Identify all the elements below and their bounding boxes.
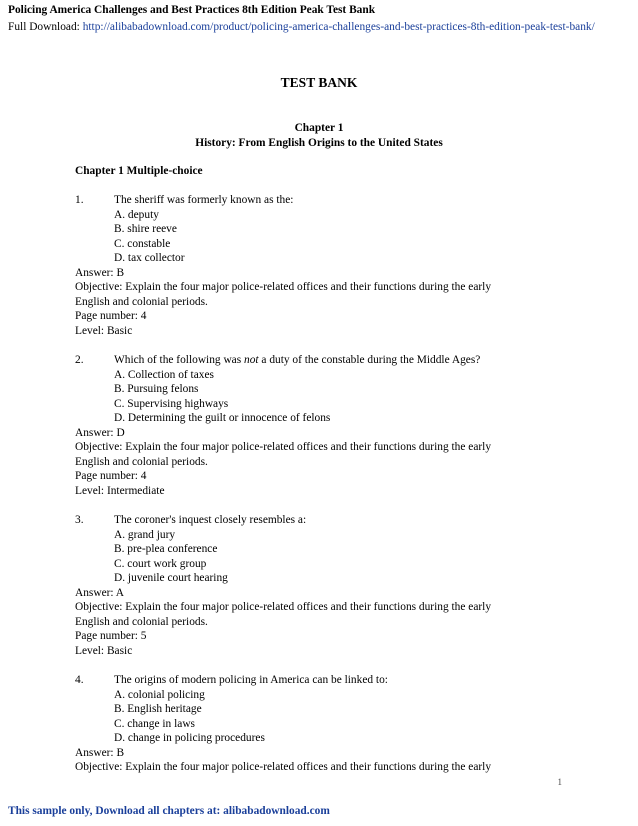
answer: Answer: B: [75, 266, 125, 279]
question-stem-line: [75, 673, 555, 688]
objective-line-1: Objective: Explain the four major police-related offices and their functions during the early: [75, 601, 492, 613]
question-stem: Which of the following was not a duty of the constable during the Middle Ages?: [114, 354, 481, 366]
option-b: B. pre-plea conference: [114, 543, 218, 555]
objective-line-2: English and colonial periods.: [75, 615, 208, 628]
objective-line-1: Objective: Explain the four major police-related offices and their functions during the early: [75, 441, 492, 453]
question-number: 3.: [75, 514, 84, 526]
option-a: A. Collection of taxes: [114, 368, 214, 381]
emphasis-not: not: [244, 354, 259, 366]
difficulty-level: Level: Basic: [75, 644, 133, 657]
option-a: A. deputy: [114, 208, 159, 221]
option-d: D. tax collector: [114, 252, 185, 264]
objective-line-1: Objective: Explain the four major police-related offices and their functions during the early: [75, 281, 492, 293]
page-reference: Page number: 4: [75, 310, 147, 322]
objective-line-2: English and colonial periods.: [75, 455, 208, 468]
difficulty-level: Level: Intermediate: [75, 484, 165, 497]
answer: Answer: A: [75, 586, 125, 599]
answer: Answer: B: [75, 746, 125, 759]
page-reference: Page number: 4: [75, 470, 147, 482]
option-c: C. court work group: [114, 557, 207, 570]
question-4: [75, 673, 555, 775]
question-stem-line: [75, 513, 555, 528]
option-b: B. Pursuing felons: [114, 383, 199, 395]
question-number: 2.: [75, 354, 84, 366]
question-number: 1.: [75, 194, 84, 206]
option-c: C. Supervising highways: [114, 397, 229, 410]
question-stem: The coroner's inquest closely resembles a:: [114, 514, 307, 526]
full-download-link[interactable]: http://alibabadownload.com/product/policing-america-challenges-and-best-practices-8th-edition-peak-test-bank/: [82, 21, 595, 33]
option-b: B. English heritage: [114, 703, 202, 715]
question-stem: The origins of modern policing in America can be linked to:: [114, 674, 388, 686]
question-stem-line: [75, 193, 555, 208]
question-1: [75, 193, 555, 338]
difficulty-level: Level: Basic: [75, 324, 133, 337]
question-stem: The sheriff was formerly known as the:: [114, 194, 294, 206]
question-number: 4.: [75, 674, 84, 686]
option-d: D. Determining the guilt or innocence of felons: [114, 412, 331, 424]
option-b: B. shire reeve: [114, 223, 177, 235]
page-reference: Page number: 5: [75, 630, 147, 642]
full-download-line: [8, 20, 595, 35]
chapter-title: History: From English Origins to the United States: [195, 137, 443, 149]
question-3: [75, 513, 555, 658]
objective-line-1: Objective: Explain the four major police-related offices and their functions during the early: [75, 761, 492, 773]
option-a: A. colonial policing: [114, 688, 205, 701]
question-stem-line: [75, 353, 555, 368]
question-2: [75, 353, 555, 498]
option-d: D. juvenile court hearing: [114, 572, 228, 584]
option-a: A. grand jury: [114, 528, 176, 541]
objective-line-2: English and colonial periods.: [75, 295, 208, 308]
answer: Answer: D: [75, 426, 125, 439]
option-c: C. constable: [114, 237, 171, 250]
page-number: 1: [557, 777, 562, 787]
section-heading: Chapter 1 Multiple-choice: [75, 165, 203, 177]
full-download-label: Full Download:: [8, 21, 83, 33]
option-c: C. change in laws: [114, 717, 195, 730]
footer-download-notice[interactable]: This sample only, Download all chapters at: alibabadownload.com: [8, 805, 330, 817]
option-d: D. change in policing procedures: [114, 732, 265, 744]
banner-title: Policing America Challenges and Best Practices 8th Edition Peak Test Bank: [8, 4, 376, 16]
page-heading: TEST BANK: [280, 75, 358, 90]
chapter-number: Chapter 1: [294, 122, 344, 134]
